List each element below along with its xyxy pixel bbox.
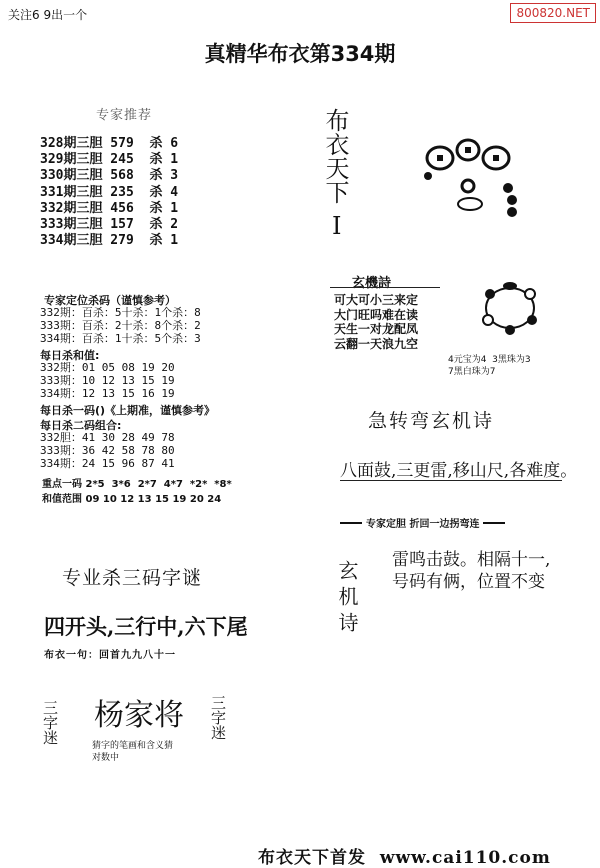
buyi-vertical: 布衣天下 bbox=[321, 108, 349, 204]
site-badge[interactable]: 800820.NET bbox=[510, 3, 596, 23]
zhongdian-label: 重点一码 bbox=[42, 479, 82, 490]
riddle-main: 四开头,三行中,六下尾 bbox=[44, 614, 248, 639]
bead-note: 4元宝为4 3黑珠为3 bbox=[448, 355, 531, 365]
hezhi-row: 333期：10 12 13 15 19 bbox=[40, 374, 175, 387]
dingwei-row: 332期：百杀：5十杀：1个杀：8 bbox=[40, 306, 201, 319]
erma-row: 334期：24 15 96 87 41 bbox=[40, 457, 175, 470]
poem-line: 号码有俩，位置不变 bbox=[392, 572, 545, 592]
divider bbox=[340, 480, 562, 481]
zhongdian-row bbox=[42, 475, 232, 490]
poem-line: 天生一对龙配凤 bbox=[334, 322, 419, 336]
yangjia-riddle: 杨家将 bbox=[94, 698, 184, 733]
erma-row: 332胆：41 30 28 49 78 bbox=[40, 431, 175, 444]
xuanji-title: 玄機詩 bbox=[352, 276, 392, 291]
poem-line: 云翻一天浪九空 bbox=[334, 336, 419, 351]
leiming-poem bbox=[392, 549, 550, 593]
poem-line: 大门旺吗难在读 bbox=[334, 307, 419, 322]
danma-row: 329期三胆 245 杀 1 bbox=[40, 152, 179, 168]
divider bbox=[330, 287, 440, 288]
buyi-roman: I bbox=[332, 212, 342, 240]
yangjia-note: 猜字的笔画和含义猜对数中 bbox=[92, 741, 174, 763]
hezhi-range-values: 09 10 12 13 15 19 20 24 bbox=[85, 494, 222, 505]
page-title: 真精华布衣第334期 bbox=[204, 42, 396, 66]
xuanji-vertical: 玄机诗 bbox=[335, 560, 359, 638]
hezhi-title: 每日杀和值: bbox=[40, 349, 100, 362]
danma-row: 334期三胆 279 杀 1 bbox=[40, 233, 179, 249]
dingwei-title: 专家定位杀码（谨慎参考） bbox=[44, 294, 176, 307]
danma-row: 330期三胆 568 杀 3 bbox=[40, 168, 179, 184]
dingwei-row: 334期：百杀：1十杀：5个杀：3 bbox=[40, 332, 201, 345]
danma-row: 331期三胆 235 杀 4 bbox=[40, 184, 179, 200]
yima-title: 每日杀一码()《上期准，谨慎参考》 bbox=[40, 404, 216, 417]
top-note: 关注6 9出一个 bbox=[8, 8, 88, 22]
bamian-riddle: 八面鼓,三更雷,移山尺,各难度。 bbox=[340, 461, 578, 481]
expert-dan: 专家定胆 折回一边拐弯连 bbox=[366, 519, 480, 530]
divider bbox=[340, 522, 362, 524]
jizhuan-title: 急转弯玄机诗 bbox=[368, 410, 495, 432]
buyi-line: 布衣一句：回首九九八十一 bbox=[44, 650, 176, 661]
sanzi-left: 三字迷 bbox=[41, 700, 59, 745]
coin-chain-icon bbox=[408, 128, 528, 220]
hezhi-row: 334期：12 13 15 16 19 bbox=[40, 387, 175, 400]
dingwei-row: 333期：百杀：2十杀：8个杀：2 bbox=[40, 319, 201, 332]
hezhi-row: 332期：01 05 08 19 20 bbox=[40, 361, 175, 374]
bead-note: 7黑白珠为7 bbox=[448, 367, 496, 377]
hezhi-range-label: 和值范围 bbox=[42, 494, 82, 505]
danma-row: 332期三胆 456 杀 1 bbox=[40, 200, 179, 216]
dingwei-list bbox=[40, 306, 201, 345]
kill-three-title: 专业杀三码字谜 bbox=[62, 567, 203, 589]
expert-title: 专家推荐 bbox=[96, 108, 153, 123]
xuanji-poem bbox=[334, 293, 418, 351]
erma-list bbox=[40, 431, 175, 470]
erma-title: 每日杀二码组合: bbox=[40, 419, 122, 432]
hezhi-range-row bbox=[42, 490, 221, 505]
sanzi-right: 三字迷 bbox=[209, 695, 227, 740]
erma-row: 333期：36 42 58 78 80 bbox=[40, 444, 175, 457]
hezhi-list bbox=[40, 361, 175, 400]
poem-line: 可大可小三来定 bbox=[334, 293, 419, 307]
poem-line: 雷鸣击鼓。相隔十一, bbox=[392, 550, 551, 570]
zhongdian-values: 2*5 3*6 2*7 4*7 *2* *8* bbox=[85, 479, 232, 490]
expert-dan-row bbox=[340, 515, 546, 530]
danma-list bbox=[40, 136, 178, 249]
bead-ring-icon bbox=[470, 276, 556, 346]
bead-notes bbox=[448, 354, 531, 378]
danma-row: 328期三胆 579 杀 6 bbox=[40, 136, 179, 151]
danma-row: 333期三胆 157 杀 2 bbox=[40, 217, 179, 233]
footer-text[interactable]: 布衣天下首发 www.cai110.com bbox=[258, 848, 551, 868]
divider bbox=[483, 522, 505, 524]
